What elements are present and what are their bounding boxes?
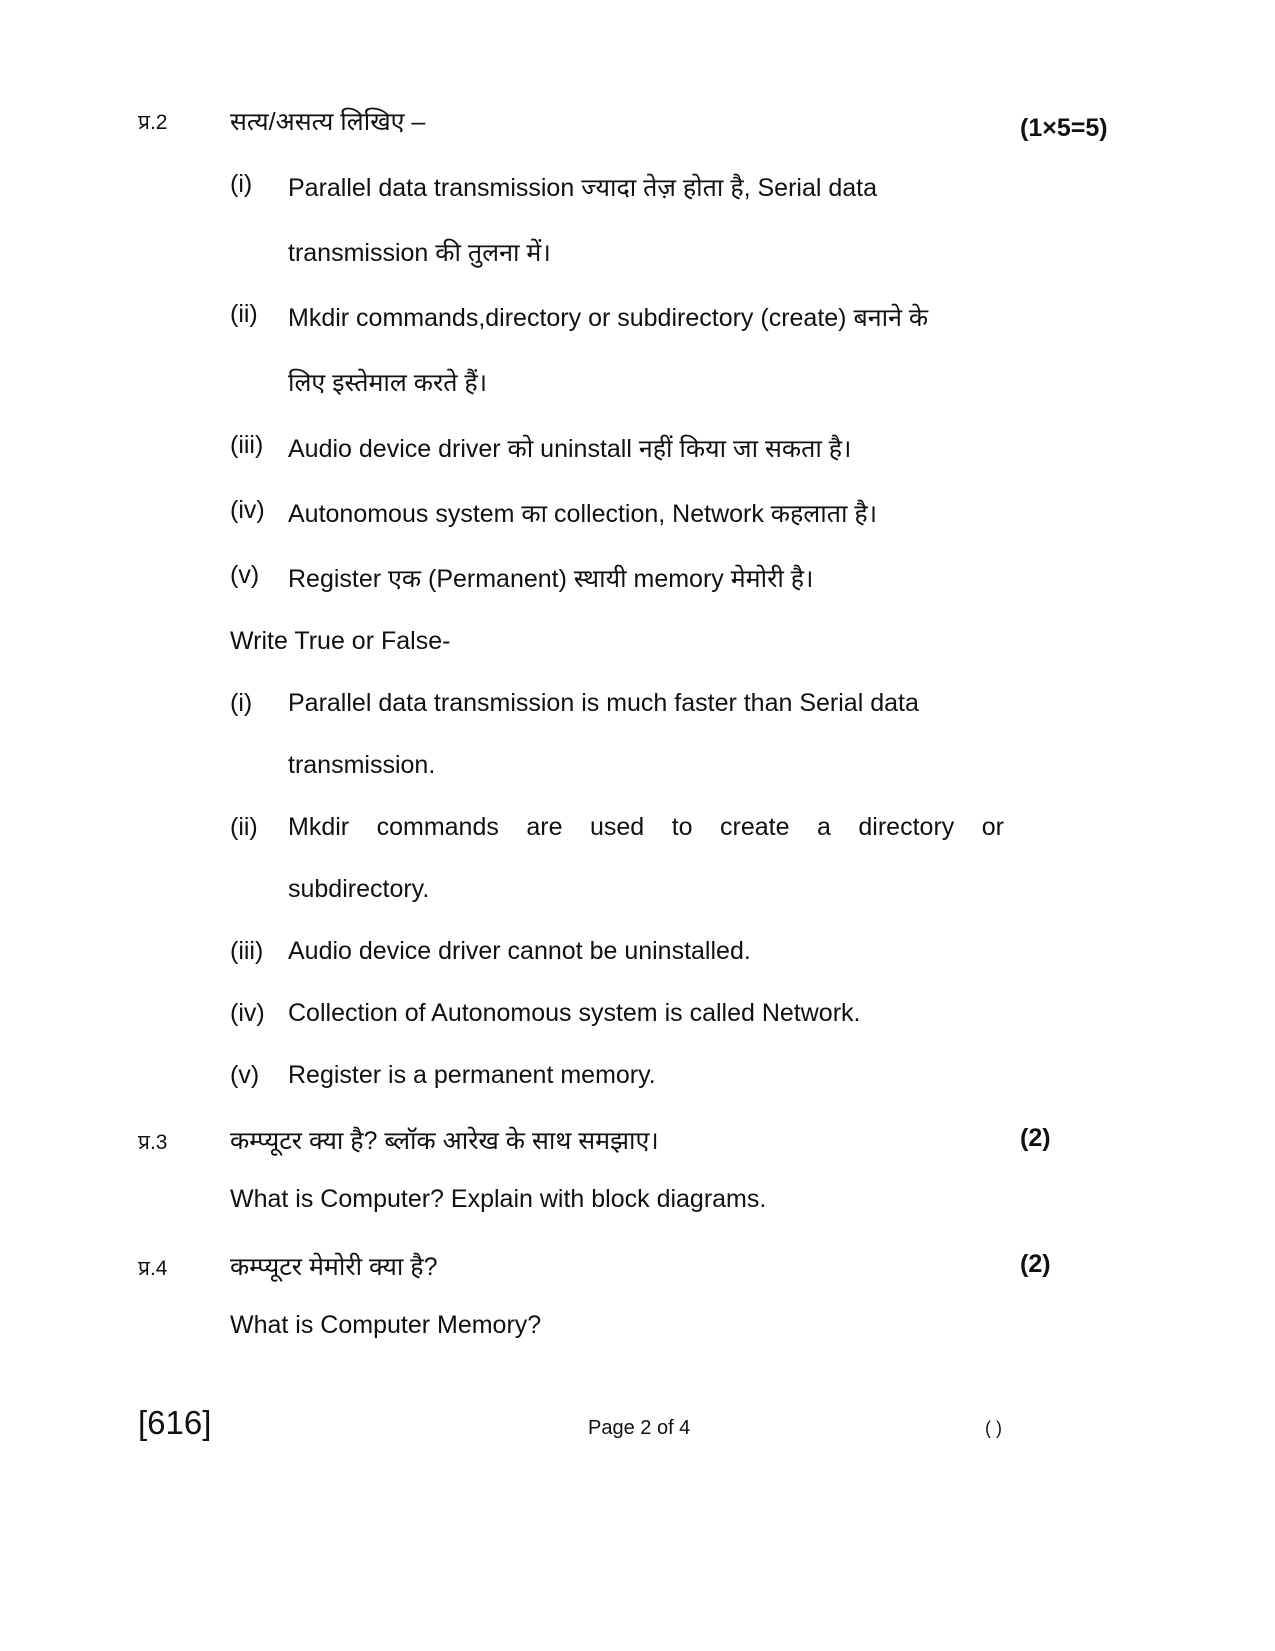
q2-en-item-2-number: (ii): [230, 813, 258, 841]
q2-hi-item-1-line-2: transmission की तुलना में।: [288, 239, 551, 267]
q2-title-english: Write True or False-: [230, 627, 451, 655]
q2-en-item-4-line-1: Collection of Autonomous system is called Network.: [288, 999, 861, 1027]
q2-hi-item-1-line-1: Parallel data transmission ज्यादा तेज़ होता है, Serial data: [288, 174, 878, 202]
q2-hi-item-2-number: (ii): [230, 300, 258, 328]
page-number: Page 2 of 4: [588, 1417, 691, 1439]
q2-hi-item-2-line-2: लिए इस्तेमाल करते हैं।: [288, 369, 488, 397]
q2-en-item-4-number: (iv): [230, 999, 265, 1027]
q2-number: प्र.2: [138, 111, 168, 134]
q3-text-hindi: कम्प्यूटर क्या है? ब्लॉक आरेख के साथ समझाए।: [230, 1127, 659, 1155]
q4-text-hindi: कम्प्यूटर मेमोरी क्या है?: [230, 1253, 438, 1281]
q2-en-item-5-number: (v): [230, 1061, 260, 1089]
q2-hi-item-5-line-1: Register एक (Permanent) स्थायी memory मेमोरी है।: [288, 565, 814, 593]
q2-en-item-5-line-1: Register is a permanent memory.: [288, 1061, 656, 1089]
q2-hi-item-4-line-1: Autonomous system का collection, Network कहलाता है।: [288, 500, 878, 528]
q3-marks: (2): [1020, 1124, 1051, 1152]
paper-code: [616]: [138, 1404, 212, 1441]
q2-en-item-2-line-1: Mkdir commands are used to create a directory or: [288, 813, 1004, 841]
q2-hi-item-2-line-1: Mkdir commands,directory or subdirectory (create) बनाने के: [288, 304, 929, 332]
q2-title-hindi: सत्य/असत्य लिखिए –: [230, 108, 426, 136]
q2-en-item-1-line-2: transmission.: [288, 751, 436, 779]
q2-hi-item-5-number: (v): [230, 561, 260, 589]
q3-text-english: What is Computer? Explain with block diagrams.: [230, 1185, 767, 1213]
q2-en-item-1-number: (i): [230, 689, 253, 717]
q2-marks: (1×5=5): [1020, 114, 1108, 142]
q3-number: प्र.3: [138, 1131, 168, 1154]
q4-number: प्र.4: [138, 1257, 168, 1280]
q4-marks: (2): [1020, 1250, 1051, 1278]
q2-hi-item-3-number: (iii): [230, 431, 264, 459]
q4-text-english: What is Computer Memory?: [230, 1311, 542, 1339]
footer-parentheses: ( ): [985, 1418, 1002, 1438]
q2-hi-item-3-line-1: Audio device driver को uninstall नहीं किया जा सकता है।: [288, 435, 852, 463]
q2-hi-item-1-number: (i): [230, 170, 253, 198]
q2-hi-item-4-number: (iv): [230, 496, 265, 524]
q2-en-item-3-number: (iii): [230, 937, 264, 965]
q2-en-item-1-line-1: Parallel data transmission is much faster than Serial data: [288, 689, 919, 717]
q2-en-item-3-line-1: Audio device driver cannot be uninstalled.: [288, 937, 751, 965]
q2-en-item-2-line-2: subdirectory.: [288, 875, 430, 903]
